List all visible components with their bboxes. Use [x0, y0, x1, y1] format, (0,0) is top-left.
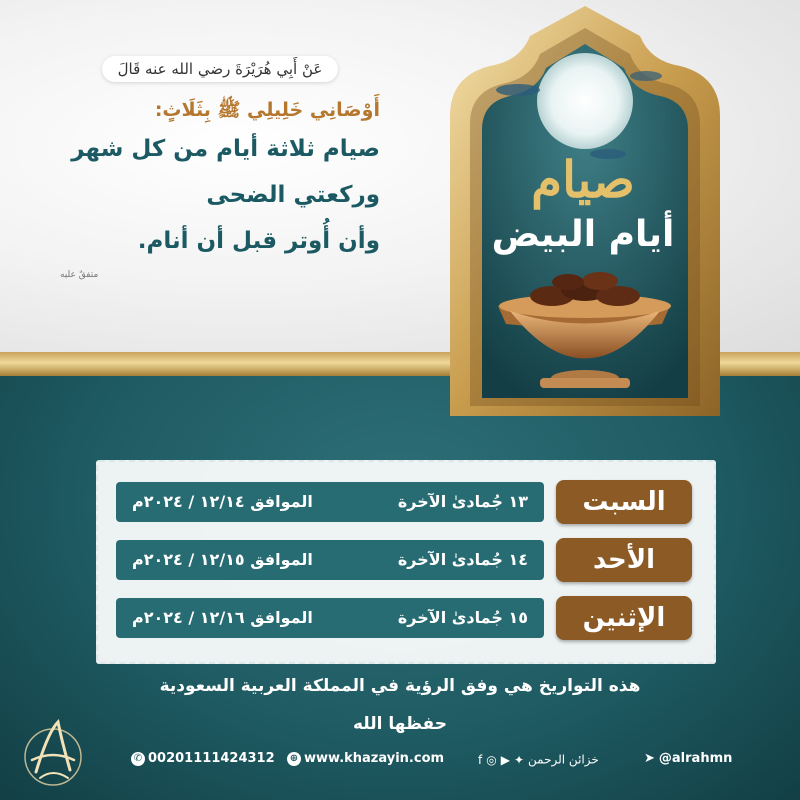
footer [0, 744, 800, 774]
gregorian-date: الموافق ١٢/١٤ / ٢٠٢٤م [132, 492, 313, 511]
badge-title: صيام [531, 150, 635, 209]
hijri-date: ١٥ جُمادىٰ الآخرة [397, 608, 528, 627]
instagram-icon[interactable]: ◎ [486, 752, 497, 767]
day-label: الأحد [556, 538, 692, 582]
gregorian-date: الموافق ١٢/١٥ / ٢٠٢٤م [132, 550, 313, 569]
twitter-icon[interactable]: ✦ [513, 752, 525, 767]
hadith-line: صيام ثلاثة أيام من كل شهر [71, 136, 380, 162]
website-url: www.khazayin.com [304, 751, 445, 766]
date-bar [116, 482, 544, 522]
hijri-date: ١٣ جُمادىٰ الآخرة [397, 492, 528, 511]
date-bar [116, 598, 544, 638]
footer-website[interactable] [284, 744, 444, 775]
hadith-intro: أَوْصَانِي خَلِيلِي ﷺ بِثَلَاثٍ: [154, 99, 380, 121]
globe-icon: ⊕ [287, 752, 301, 766]
note-line: حفظها الله [352, 714, 448, 734]
day-label: الإثنين [556, 596, 692, 640]
hijri-date: ١٤ جُمادىٰ الآخرة [397, 550, 528, 569]
day-label: السبت [556, 480, 692, 524]
hadith-narrator: عَنْ أَبِي هُرَيْرَةَ رضي الله عنه قَالَ [102, 56, 339, 82]
phone-number: 00201111424312 [148, 751, 275, 766]
date-row [116, 538, 692, 582]
telegram-icon: ➤ [644, 751, 655, 766]
badge-subtitle: أيام البيض [491, 214, 675, 255]
footer-phone[interactable] [128, 744, 275, 775]
date-bar [116, 540, 544, 580]
gregorian-date: الموافق ١٢/١٦ / ٢٠٢٤م [132, 608, 313, 627]
hadith-line: وركعتي الضحى [206, 182, 380, 208]
hadith-line: وأن أُوتر قبل أن أنام. [137, 228, 380, 254]
date-row [116, 596, 692, 640]
date-row [116, 480, 692, 524]
hadith-block [60, 56, 380, 280]
note-line: هذه التواريخ هي وفق الرؤية في المملكة العربية السعودية [159, 676, 641, 696]
arch-frame-illustration [440, 6, 730, 418]
social-handle: @alrahmn [658, 751, 733, 766]
youtube-icon[interactable]: ▶ [500, 752, 510, 767]
facebook-icon[interactable]: f [478, 752, 483, 767]
brand-name: خزائن الرحمن [528, 752, 599, 767]
footer-brand [476, 744, 599, 775]
dates-table [96, 460, 716, 664]
whatsapp-icon: ✆ [131, 752, 145, 766]
hadith-source: متفقٌ عليه [60, 270, 99, 280]
footer-handle[interactable] [640, 744, 732, 775]
